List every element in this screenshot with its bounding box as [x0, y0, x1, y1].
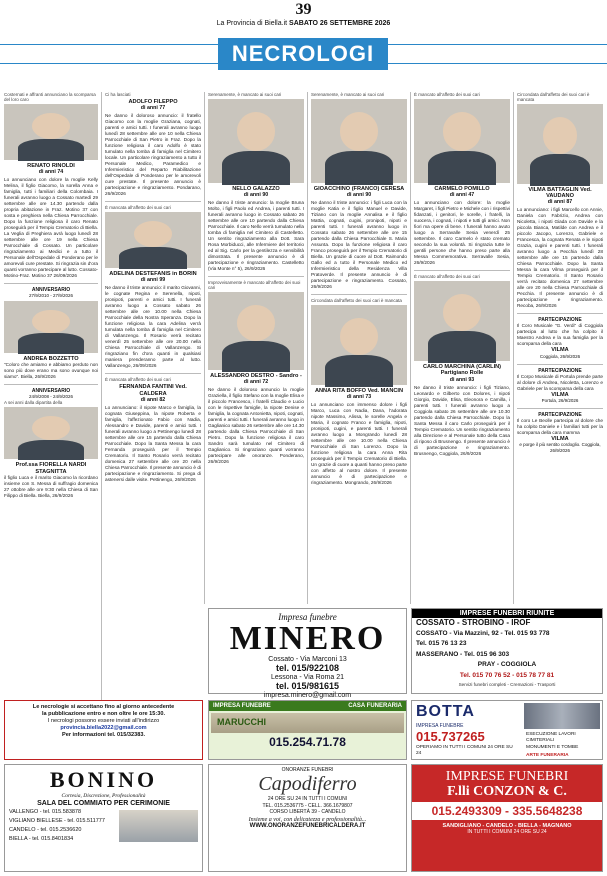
notice-place: Coggiola, 26/9/2026 [539, 353, 581, 359]
participation-notice [517, 408, 603, 454]
notice-place: e porge il più sentito cordoglio. Coggiola, 26/9/2026 [519, 442, 601, 454]
death-notice [208, 276, 304, 465]
participation-notice [517, 313, 603, 359]
notice-text: Il Corpo Musicale di Portula prende parte al dolore di Andrea, Nicoletta, Lorenzo e Gabriele per la scomparsa della cara [517, 373, 603, 391]
notice-text: Lo annunciano con immenso dolore i figli Marco, Luca con Nadia, Dana, l'adorata nipote Massimo, Alissa, le sorelle Angela e Maria, il cognato Franco e famiglia, nipoti, pronipoti, cugini, e parenti tutti. I funerali avranno luogo a Mongrando lunedì 28 settembre alle ore 10.00 nella Chiesa Parrocchiale di San Lorenzo. Dopo la funzione religiosa la cara Anna Rita proseguirà per il Tempio Crematorio di Biella. Un grazie di cuore a quanti hanno preso parte con affetto al nostro dolore. Il presente annuncio è di partecipazione e ringraziamento. Mongrando, 26/9/2026 [311, 402, 407, 486]
notice-caption: Costernati e affranti annunciano la scomparsa del loro caro [4, 92, 96, 102]
ad-footer: Servizi funebri completi - Cremazioni - Trasporti [458, 682, 556, 687]
anniversary-dates: 24/9/2008 - 24/9/2026 [28, 394, 74, 400]
ad-phone: 015.254.71.78 [269, 735, 346, 749]
page-number: 39 [295, 1, 312, 18]
deceased-name: VILMA [551, 391, 569, 398]
deceased-age: di anni 73 [346, 394, 372, 401]
deceased-age: di anni 74 [38, 169, 64, 176]
column-1 [4, 92, 98, 752]
ad-brand: MINERO [229, 620, 386, 657]
notice-caption: Circondata dall'affetto dei suoi cari è mancata [517, 92, 590, 102]
ad-address: Cossato - Via Marconi 13 [268, 656, 347, 663]
deceased-age: di anni 72 [243, 379, 269, 386]
portrait-photo [311, 305, 407, 385]
deceased-name: CARMELO POMILLO [434, 186, 490, 192]
participation-notice [517, 364, 603, 404]
ad-line: CANDELO - tel. 015.2536620 [9, 827, 82, 833]
notice-text: Ne danno il triste annuncio: i figli Tiziano, Leonardo e Gilberto con Dolores, i nipoti Giorgio, Davide, Elisa, Eleonora e Camilla, i parenti tutti. I funerali avranno luogo a Coggiola sabato 26 settembre alle ore 10.30 partendo dalla Chiesa Parrocchiale. Dopo la Santa Messa il caro Carlo proseguirà per il Tempio Crematorio. Un sentito ringraziamento alla Direzione e al Personale tutto della Casa di riposo di Brusnengo. Il presente annuncio è di partecipazione e ringraziamento. Brusnengo, Coggiola, 26/9/2026 [414, 384, 510, 456]
deceased-age: di anni 77 [140, 105, 166, 112]
notice-caption: È mancata all'affetto dei suoi cari [105, 377, 171, 383]
notice-text: Lo annunciano con dolore: la moglie Margaret, i figli Pietro e Michele con i rispettivi fidanzati, i genitori, le sorelle, i fratelli, la suocera, i cognati, i nipoti e tutti gli amici. Non fiori ma opere di bene. I funerali hanno avuto luogo a Serravalle Sesia venerdì 25 settembre. Il caro Carmelo è stato cremato secondo la sua volontà. Si ringrazia tutte le gentili persone che hanno preso parte alla Messa Commemorativa. Serravalle Sesia, 26/9/2026 [414, 200, 510, 266]
notice-text: Il coro Le Beolle partecipa al dolore che ha colpito Daniele e i familiari tutti per la scomparsa della cara mamma [517, 417, 603, 435]
anniversary-heading: ANNIVERSARIO [31, 388, 71, 395]
notice-text: Il Coro Musicale "G. Verdi" di Coggiola partecipa al lutto che ha colpito il Maestro Andrea e la sua famiglia per la scomparsa della cara [517, 323, 603, 347]
notice-place: Portula, 26/9/2026 [541, 397, 579, 403]
ad-building-photo [119, 810, 198, 842]
participation-heading: PARTECIPAZIONE [538, 367, 582, 374]
deceased-age: di anni 99 [140, 277, 166, 284]
notice-caption: Circondata dall'affetto dei suoi cari è mancata [311, 298, 402, 304]
page-dateline [0, 20, 607, 27]
portrait-photo [208, 99, 304, 183]
notice-text: Ne danno il doloroso annuncio: il fratello Giacomo con la moglie Graziana, cognati, parenti e amici tutti. I funerali avranno luogo lunedì 28 settembre alle ore 10 nella Chiesa Parrocchiale di San Pietro in Fraz. Dopo la funzione religiosa il caro Adolfo è stato tumulato nella tomba di famiglia nel Cimitero locale. Un particolare ringraziamento a tutto il Personale Medico, Paramedico e Infermieristico del Reparto Riabilitazione dell'Ospedale di Ponderano per le amorevoli cure prestate. Il presente annuncio è partecipazione e ringraziamento. Pondarano, 26/9/2026 [105, 113, 201, 197]
deceased-name: CARLO MARCHINA (CARLIN) Partigiano Rolle [422, 364, 502, 377]
ad-website-link[interactable]: WWW.ONORANZEFUNEBRICALDERA.IT [249, 822, 366, 829]
deceased-name: RENATO RINOLDI [27, 163, 75, 169]
anniversary-dates: 27/9/2010 - 27/9/2026 [28, 293, 74, 299]
portrait-photo [105, 212, 201, 268]
ad-minero [208, 608, 407, 699]
deceased-age: di anni 90 [243, 192, 269, 199]
deceased-name: NELLO GALAZZO [232, 186, 280, 192]
column-divider [204, 92, 205, 604]
ad-line: SANDIGLIANO - CANDELO - BIELLA - MAGNANO [442, 823, 572, 829]
notice-text: Ne danno il doloroso annuncio la moglie Graziella, il figlio Stefano con la moglie Elisa e il piccolo Francesco, i fratelli Claudio e Lucio con le rispettive famiglie, la nipote Denise e famiglia, la cognata Antonietta, nipoti, cognati, parenti e amici tutti. I funerali avranno luogo in Gaglianico sabato 26 settembre alle ore 14.30 partendo dalla Chiesa Parrocchiale di San Pietro. Dopo la funzione religiosa il caro Sandro sarà tumulato nel Cimitero di Gaglianico. Si ringraziano quanti vorranno partecipare alle onoranze. Ponderano, 26/9/2026 [208, 387, 304, 465]
notice-text: il figlio Luca e il marito Giacomo la ricordano insieme con S. Messa di suffragio domenica 27 ottobre alle ore 9:30 nella Chiesa di San Filippo di Biella. Biella, 26/9/2026 [4, 474, 98, 498]
ad-line: PRAY - COGGIOLA [477, 661, 537, 668]
ad-brand: F.lli CONZON & C. [447, 784, 567, 799]
column-2 [105, 92, 201, 604]
notice-caption: A sei anni dalla dipartita della [4, 400, 63, 406]
anniversary-notice [4, 283, 98, 380]
notice-text: Ne danno il triste annuncio: il marito Giovanni, le cognate Regina e Serenella, nipoti, pronipoti, parenti e amici tutti. I funerali avranno luogo a Cossato sabato 26 settembre alle ore 10.00 nella Chiesa Parrocchiale della Nostra Speranza. Dopo la funzione religiosa la cara Adelina verrà tumulata nella tomba di famiglia nel Cimitero di Vallanzengo. Il Rosario verrà recitato venerdì 25 settembre alle ore 20.00 nella Chiesa Parrocchiale di Vallanzengo. Si ringraziano fin d'ora quanti in qualsiasi maniera prenderanno parte al lutto. Vallanzengo, 26/09/2026 [105, 285, 201, 369]
paper-name: La Provincia di Biella.it [216, 20, 288, 27]
portrait-photo [208, 292, 304, 370]
column-5 [414, 92, 510, 604]
deceased-name: ANDREA BOZZETTO [23, 356, 79, 363]
ad-capodiferro [208, 764, 407, 872]
ad-line: VIGLIANO BIELLESE - tel. 015.511777 [9, 818, 105, 824]
ad-phone: 015.2493309 - 335.5648238 [412, 802, 602, 820]
participation-heading: PARTECIPAZIONE [538, 317, 582, 324]
ad-tagline: IMPRESE FUNEBRI [445, 769, 569, 784]
ad-line: ARTE FUNERARIA [526, 752, 569, 758]
notice-email-link[interactable]: provincia.biella2022@gmail.com [60, 725, 147, 731]
death-notice [105, 373, 201, 482]
ad-line: OPERIAMO IN TUTTI I COMUNI 24 ORE SU 24 [416, 745, 513, 756]
ad-tagline: Cortesia, Discrezione, Professionalità [61, 793, 146, 799]
ad-line: TEL. 015.2536775 - CELL. 366.1679807 [262, 802, 353, 809]
notice-text: Ne danno il triste annuncio: la moglie Bruna Molto, i figli Paolo ed Andrea, i parenti tutti. I funerali avranno luogo in Cossato sabato 26 settembre alle ore 10 partendo dalla Chiesa Parrocchiale. Il caro Nello verrà tumulato nella tomba di famiglia nel Cimitero di Castelletto. Un sentito ringraziamento alla Dott. Sara Rosa Morbiducci, alle Infermiere del territorio ed al Sig. Carlo per la gentilezza e sensibilità dimostrata. Il presente annuncio è di partecipazione e ringraziamento. Castelletto (Via Monte n° 5), 26/9/2026 [208, 200, 304, 272]
ad-phone: tel. 015/922108 [275, 663, 340, 673]
participation-heading: PARTECIPAZIONE [538, 411, 582, 418]
deceased-name: FERNANDA FANTINI Ved. CALDERA [119, 384, 187, 397]
notice-text: Lo annunciano: i figli Marcello con Annie, Daniela con Fabrizio, Andrea con Nicoletta, i nipoti Giada con Davide e la piccola Bianca, Matilde con Andrea e il piccolo Jacopo, Lorenzo, Gabriele e Francesca, la cognata Renata e le nipoti Grazia, cugini e parenti tutti. I funerali avranno luogo a Pecchia lunedì 28 settembre alle ore 15 partendo dalla Chiesa Parrocchiale. Dopo la Santa Messa la cara Vilma proseguirà per il Tempio Crematorio. Il Santo Rosario verrà recitato domenica 27 settembre alle ore 20 nella Chiesa Parrocchiale di Pecchia. Il presente annuncio è di partecipazione e ringraziamento. Recoba, 26/9/2026 [517, 207, 603, 309]
ad-building-photo: MARUCCHI [211, 713, 404, 733]
ad-line: MASSERANO - Tel. 015 96 303 [416, 650, 510, 658]
deceased-age: di anni 47 [449, 192, 475, 199]
deceased-age: di anni 93 [449, 376, 475, 383]
ad-brand: BOTTA [416, 703, 475, 720]
death-notice [105, 201, 201, 369]
ad-line: ESECUZIONE LAVORI CIMITERIALI [526, 732, 576, 743]
anniversary-heading: ANNIVERSARIO [31, 287, 71, 294]
notice-line: la pubblicazione entro e non oltre le ore 15:30. [41, 711, 166, 717]
deceased-name: VILMA [551, 435, 569, 442]
notice-caption: Serenamente, è mancato ai suoi cari [208, 92, 282, 97]
column-4 [311, 92, 407, 604]
deceased-age: di anni 87 [547, 199, 573, 206]
ad-strobino [411, 608, 603, 694]
deceased-age: di anni 90 [346, 192, 372, 199]
ad-phone: 015.737265 [416, 729, 485, 744]
ad-bonino [4, 764, 203, 872]
notice-caption: È mancato all'affetto dei suoi cari [414, 274, 480, 280]
portrait-photo [311, 99, 407, 183]
ad-tagline: ONORANZE FUNEBRI [281, 767, 334, 773]
ad-tagline: Impresa funebre [278, 612, 337, 622]
notice-text: Lo annunciano con dolore la moglie Kelly Melina, il figlio Giacomo, la sorella Anna e famiglia, tutti i familiari della Colombaia. I funerali avranno luogo a Cossato martedì 29 settembre alle ore 14.30 partendo dalla propria abitazione in Fraz. Motino 37 con sosta e preghiera nella Chiesa Parrocchiale. Dopo la funzione religiosa il caro Renato proseguirà per il Tempio Crematorio di Biella. La Veglia di Preghiera avrà luogo lunedì 28 settembre alle ore 19 nella Chiesa Parrocchiale di Cossato. Un particolare ringraziamento ai Medici e a tutto il Personale dell'Ospedale di Ponderano per le amorevoli cure prestate. Si ringrazia sin d'ora quanti vorranno partecipare al lutto. Cossato-Motino-Fraz. Motino 37 26/09/2026 [4, 177, 98, 279]
ad-line: BIELLA - tel. 015.8401834 [9, 836, 74, 842]
deceased-age: di anni 82 [140, 396, 166, 403]
publication-notice [4, 700, 203, 760]
deceased-name: ADOLFO FILEPPO [128, 99, 178, 105]
section-title: NECROLOGI [218, 38, 388, 70]
column-divider [307, 92, 308, 604]
notice-caption: È mancato all'affetto dei suoi cari [414, 92, 480, 97]
notice-text: Ne danno il triste annuncio: i figli Luca con la moglie Katia e il figlio Manuel e Davide, Tiziano con la moglie Annalisa e il figlio Mattia, cognati, cugini, pronipoti, nipoti e parenti tutti. I funerali avranno luogo in Cossato sabato 26 settembre alle ore 15 partendo dalla Chiesa Parrocchiale S. Maria Assunta. Dopo la funzione religiosa il caro Franco proseguirà per il Tempio Crematorio di Biella. Un grazie di cuore al Dott. Raimondo Gallo ed a tutto il Personale Medico ed Infermieristico della Residenza Villa Pratoverde. Il presente annuncio è di partecipazione e ringraziamento. Cossato, 26/9/2026 [311, 200, 407, 290]
notice-caption: Improvvisamente è mancato all'affetto dei suoi cari [208, 280, 301, 291]
column-divider [101, 92, 102, 752]
portrait-photo [4, 407, 98, 459]
column-divider [513, 92, 514, 604]
ad-header: IMPRESE FUNEBRI RIUNITE [412, 609, 602, 618]
deceased-name: VILMA BATTAGLIN Ved. VAUDANO [528, 187, 592, 200]
anniversary-notice [4, 384, 98, 498]
ad-line: 24 ORE SU 24 IN TUTTI I COMUNI [267, 796, 348, 802]
portrait-photo [4, 104, 98, 160]
ad-line: MONUMENTI E TOMBE [526, 745, 579, 750]
ad-brand: BONINO [49, 767, 158, 792]
ad-line: CORSO LIBERTÀ 39 - CANDELO [269, 809, 346, 815]
deceased-name: ADELINA DESTEFANIS in BORIN [109, 271, 197, 278]
ad-header: IMPRESA FUNEBRE CASA FUNERARIA [209, 701, 406, 711]
notice-line: Le necrologie si accettano fino al giorno antecedente [32, 704, 175, 710]
death-notice [414, 270, 510, 456]
issue-date: SABATO 26 SETTEMBRE 2026 [289, 20, 391, 27]
ad-line: Tel. 015 70 76 52 - 015 78 77 81 [459, 671, 555, 679]
portrait-photo [4, 301, 98, 353]
ad-marucchi [208, 700, 407, 760]
notice-line: Per informazioni tel. 015/32383. [61, 732, 145, 738]
ad-line: IN TUTTI I COMUNI 24 ORE SU 24 [467, 829, 547, 835]
ad-sub: SALA DEL COMMIATO PER CERIMONIE [37, 800, 170, 807]
column-3 [208, 92, 304, 604]
portrait-photo [414, 99, 510, 183]
ad-brand: COSSATO - STROBINO - IROF [416, 618, 531, 627]
page-header [0, 0, 607, 34]
deceased-name: VILMA [551, 347, 569, 354]
notice-caption: È mancata all'affetto dei suoi cari [105, 205, 171, 211]
ad-slogan: Insieme a voi, con delicatezza e professionalità... [248, 816, 367, 823]
death-notice [311, 294, 407, 486]
deceased-name: ALESSANDRO DESTRO - Sandro - [210, 373, 302, 380]
ad-line: Tel. 015 76 13 23 [416, 640, 467, 647]
deceased-name: ANNA RITA BOFFO Ved. MANCIN [314, 388, 404, 395]
notice-text: "Coloro che amiamo e abbiamo perduto non sono più dove erano ma sono ovunque noi siamo". Biella, 26/9/2026 [4, 362, 98, 380]
ad-email: impresa.minero@gmail.com [263, 692, 352, 699]
ad-line: COSSATO - Via Mazzini, 92 - Tel. 015 93 778 [416, 629, 550, 637]
ad-brand: Capodiferro [258, 773, 357, 795]
ad-sub: IMPRESA FUNEBRE [416, 723, 464, 729]
column-divider [410, 92, 411, 604]
ad-line: VALLENGO - tel. 015.583878 [9, 809, 82, 815]
ad-conzon [411, 764, 603, 872]
column-6 [517, 92, 603, 604]
notice-caption: Serenamente, è mancato ai suoi cari [311, 92, 385, 97]
ad-botta [411, 700, 603, 760]
notice-text: Lo annunciano: il nipote Marco e famiglia, la cognata Giuseppina, la nipote Roberta e famiglia, l'affezionato Fabio con Nadia, Alessandro e Davide, parenti e amici tutti. I funerali avranno luogo a Pettinengo lunedì 28 settembre alle ore 15 partendo dalla Chiesa Parrocchiale. Dopo la Santa Messa la cara Fernanda proseguirà per il Tempio Crematorio. Il Santo Rosario verrà recitato domenica 27 settembre alle ore 20 nella Chiesa Parrocchiale. Il presente annuncio è di partecipazione e ringraziamento. Si prega di astenersi dalle visite. Pettinengo, 26/9/2026 [105, 404, 201, 482]
portrait-photo [414, 281, 510, 361]
ad-phone: tel. 015/981615 [275, 681, 340, 691]
notice-caption: Ci ha lasciati [105, 92, 131, 97]
ad-staff-photo [524, 703, 600, 729]
deceased-name: Prof.ssa FIORELLA NARDI STAGNITTA [15, 462, 87, 475]
portrait-photo [517, 104, 603, 184]
deceased-name: GIOACCHINO (FRANCO) CERESA [313, 186, 405, 192]
ad-address: Lessona - Via Roma 21 [270, 674, 345, 681]
notice-line: I necrologi possono essere inviati all'indirizzo [47, 718, 160, 724]
